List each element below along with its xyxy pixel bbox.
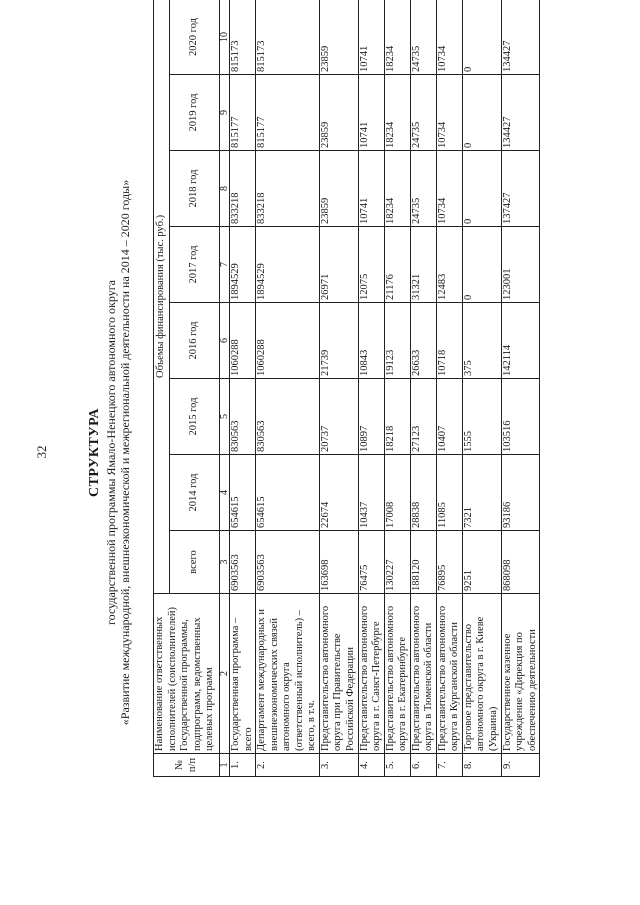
header-year-2016: 2016 год: [170, 303, 220, 379]
year-value-cell: 0: [462, 0, 501, 75]
table-row: [436, 0, 462, 777]
year-value-cell: 815177: [256, 75, 320, 151]
total-cell: 163698: [319, 531, 358, 594]
year-value-cell: 93186: [501, 455, 540, 531]
table-row: [410, 0, 436, 777]
column-index: 10: [220, 0, 230, 75]
year-value-cell: 654615: [256, 455, 320, 531]
year-value-cell: 17008: [384, 455, 410, 531]
row-number-cell: 9.: [501, 754, 540, 777]
row-name-cell: Торговое представительство автономного округа в г. Киеве (Украина): [462, 594, 501, 754]
row-name-cell: Государственное казенное учреждение «Дирекция по обеспечению деятельности: [501, 594, 540, 754]
year-value-cell: 0: [462, 75, 501, 151]
row-name-cell: Представительство автономного округа в Курганской области: [436, 594, 462, 754]
year-value-cell: 31321: [410, 227, 436, 303]
row-number-cell: 8.: [462, 754, 501, 777]
row-number-cell: 6.: [410, 754, 436, 777]
year-value-cell: 24735: [410, 151, 436, 227]
total-cell: 76895: [436, 531, 462, 594]
year-value-cell: 26971: [319, 227, 358, 303]
year-value-cell: 1555: [462, 379, 501, 455]
table-row: [256, 0, 320, 777]
column-index: 7: [220, 227, 230, 303]
column-index: 8: [220, 151, 230, 227]
header-year-2014: 2014 год: [170, 455, 220, 531]
year-value-cell: 18234: [384, 75, 410, 151]
year-value-cell: 142114: [501, 303, 540, 379]
year-value-cell: 22674: [319, 455, 358, 531]
year-value-cell: 11085: [436, 455, 462, 531]
year-value-cell: 833218: [256, 151, 320, 227]
row-number-cell: 5.: [384, 754, 410, 777]
row-name-cell: Представительство автономного округа в Тюменской области: [410, 594, 436, 754]
header-total: всего: [170, 531, 220, 594]
table-body: [230, 0, 540, 777]
year-value-cell: 18234: [384, 0, 410, 75]
year-value-cell: 10734: [436, 151, 462, 227]
header-year-2020: 2020 год: [170, 0, 220, 75]
header-year-2018: 2018 год: [170, 151, 220, 227]
year-value-cell: 10741: [358, 75, 384, 151]
year-value-cell: 23859: [319, 75, 358, 151]
total-cell: 130227: [384, 531, 410, 594]
row-number-cell: 2.: [256, 754, 320, 777]
year-value-cell: 19123: [384, 303, 410, 379]
funding-structure-table: [153, 0, 540, 777]
header-number: № п/п: [154, 754, 220, 777]
header-name: Наименование ответственных исполнителей (соисполнителей) Государственной программы, подпрограмм, ведомственных целевых программ: [154, 594, 220, 754]
year-value-cell: 815173: [256, 0, 320, 75]
year-value-cell: 10437: [358, 455, 384, 531]
year-value-cell: 1894529: [256, 227, 320, 303]
year-value-cell: 1894529: [230, 227, 256, 303]
year-value-cell: 28838: [410, 455, 436, 531]
header-year-2017: 2017 год: [170, 227, 220, 303]
table-row: [319, 0, 358, 777]
year-value-cell: 12075: [358, 227, 384, 303]
row-number-cell: 3.: [319, 754, 358, 777]
year-value-cell: 21739: [319, 303, 358, 379]
total-cell: 9251: [462, 531, 501, 594]
document-subtitle-line-2: «Развитие международной, внешнеэкономической и межрегиональной деятельности на 2014 – 2020 годы»: [118, 179, 132, 726]
year-value-cell: 18234: [384, 151, 410, 227]
year-value-cell: 10741: [358, 0, 384, 75]
year-value-cell: 10734: [436, 0, 462, 75]
column-index: 9: [220, 75, 230, 151]
year-value-cell: 830563: [256, 379, 320, 455]
year-value-cell: 0: [462, 151, 501, 227]
table-row: [462, 0, 501, 777]
column-index: 6: [220, 303, 230, 379]
total-cell: 6903563: [256, 531, 320, 594]
column-index: 4: [220, 455, 230, 531]
header-funding-group: Объемы финансирования (тыс. руб.): [154, 0, 170, 594]
year-value-cell: 24735: [410, 0, 436, 75]
year-value-cell: 134427: [501, 0, 540, 75]
page-number: 32: [34, 445, 49, 459]
year-value-cell: 10718: [436, 303, 462, 379]
table-row: [384, 0, 410, 777]
column-index-row: [220, 0, 230, 777]
year-value-cell: 375: [462, 303, 501, 379]
row-name-cell: Представительство автономного округа при Правительстве Российской Федерации: [319, 594, 358, 754]
year-value-cell: 815173: [230, 0, 256, 75]
year-value-cell: 1060288: [256, 303, 320, 379]
year-value-cell: 0: [462, 227, 501, 303]
year-value-cell: 21176: [384, 227, 410, 303]
document-subtitle-line-1: государственной программы Ямало-Ненецкого автономного округа: [104, 280, 118, 625]
header-year-2015: 2015 год: [170, 379, 220, 455]
year-value-cell: 10897: [358, 379, 384, 455]
year-value-cell: 10734: [436, 75, 462, 151]
total-cell: 188120: [410, 531, 436, 594]
row-name-cell: Государственная программа – всего: [230, 594, 256, 754]
year-value-cell: 123001: [501, 227, 540, 303]
row-name-cell: Представительство автономного округа в г. Екатеринбурге: [384, 594, 410, 754]
year-value-cell: 10407: [436, 379, 462, 455]
year-value-cell: 20737: [319, 379, 358, 455]
year-value-cell: 18218: [384, 379, 410, 455]
year-value-cell: 833218: [230, 151, 256, 227]
table-row: [501, 0, 540, 777]
year-value-cell: 12483: [436, 227, 462, 303]
year-value-cell: 10741: [358, 151, 384, 227]
year-value-cell: 10843: [358, 303, 384, 379]
total-cell: 76475: [358, 531, 384, 594]
table-row: [358, 0, 384, 777]
year-value-cell: 1060288: [230, 303, 256, 379]
row-number-cell: 4.: [358, 754, 384, 777]
year-value-cell: 7321: [462, 455, 501, 531]
row-number-cell: 7.: [436, 754, 462, 777]
year-value-cell: 815177: [230, 75, 256, 151]
total-cell: 6903563: [230, 531, 256, 594]
column-index: 2: [220, 594, 230, 754]
year-value-cell: 24735: [410, 75, 436, 151]
year-value-cell: 830563: [230, 379, 256, 455]
document-title: СТРУКТУРА: [87, 407, 102, 498]
year-value-cell: 103516: [501, 379, 540, 455]
row-name-cell: Представительство автономного округа в г. Санкт-Петербурге: [358, 594, 384, 754]
year-value-cell: 26633: [410, 303, 436, 379]
row-name-cell: Департамент международных и внешнеэкономических связей автономного округа (ответственный исполнитель) – всего, в т.ч.: [256, 594, 320, 754]
total-cell: 868098: [501, 531, 540, 594]
year-value-cell: 134427: [501, 75, 540, 151]
header-year-2019: 2019 год: [170, 75, 220, 151]
year-value-cell: 23859: [319, 151, 358, 227]
column-index: 5: [220, 379, 230, 455]
year-value-cell: 137427: [501, 151, 540, 227]
year-value-cell: 27123: [410, 379, 436, 455]
year-value-cell: 23859: [319, 0, 358, 75]
year-value-cell: 654615: [230, 455, 256, 531]
column-index: 1: [220, 754, 230, 777]
row-number-cell: 1.: [230, 754, 256, 777]
column-index: 3: [220, 531, 230, 594]
table-row: [230, 0, 256, 777]
